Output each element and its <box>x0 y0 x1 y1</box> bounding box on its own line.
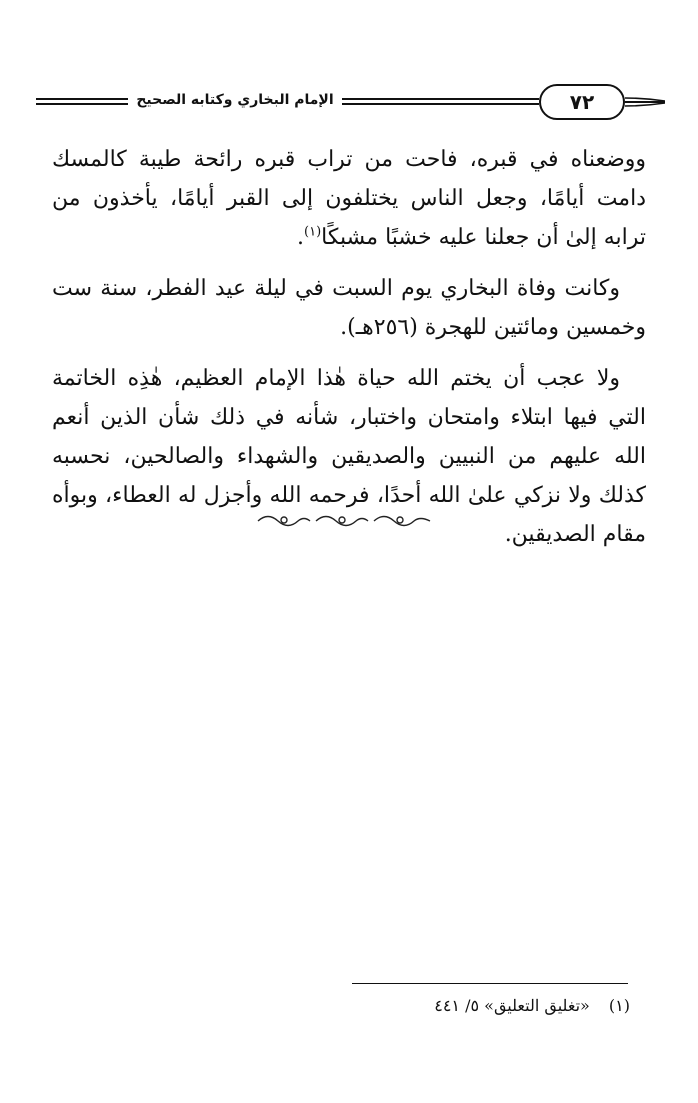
paragraph-conclusion: ولا عجب أن يختم الله حياة هٰذا الإمام العظيم، هٰذِه الخاتمة التي فيها ابتلاء وامتحان واختبار، شأنه في ذلك شأن الذين أنعم الله عليهم من النبيين والصديقين والشهداء والصالحين، نحسبه كذلك ولا نزكي علىٰ الله أحدًا، فرحمه الله وأجزل له العطاء، وبوأه مقام الصديقين. <box>52 366 646 547</box>
page-header <box>36 84 664 124</box>
running-title: الإمام البخاري وكتابه الصحيح <box>136 92 334 108</box>
section-divider-ornament <box>254 508 434 534</box>
main-text <box>52 140 646 566</box>
paragraph-death-date: وكانت وفاة البخاري يوم السبت في ليلة عيد الفطر، سنة ست وخمسين ومائتين للهجرة (٢٥٦هـ). <box>52 276 646 340</box>
paragraph-burial-end: . <box>297 225 305 250</box>
header-rule-left <box>36 98 128 100</box>
paragraph-burial <box>52 140 646 257</box>
header-rule-middle <box>342 98 539 100</box>
footnote-number: (١) <box>608 996 630 1015</box>
header-rule-left-2 <box>36 103 128 105</box>
page-number: ٧٢ <box>539 84 625 120</box>
header-rule-middle-2 <box>342 103 539 105</box>
footnote-text: «تغليق التعليق» ٥/ ٤٤١ <box>434 996 590 1015</box>
footnote <box>300 996 630 1015</box>
header-tail-ornament <box>625 93 665 111</box>
footnote-separator <box>352 983 628 984</box>
footnote-reference[interactable]: (١) <box>304 224 322 240</box>
paragraph-burial-text: ووضعناه في قبره، فاحت من تراب قبره رائحة طيبة كالمسك دامت أيامًا، وجعل الناس يختلفون إلى القبر أيامًا، يأخذون من ترابه إلىٰ أن جعلنا عليه خشبًا مشبكًا <box>52 147 646 250</box>
